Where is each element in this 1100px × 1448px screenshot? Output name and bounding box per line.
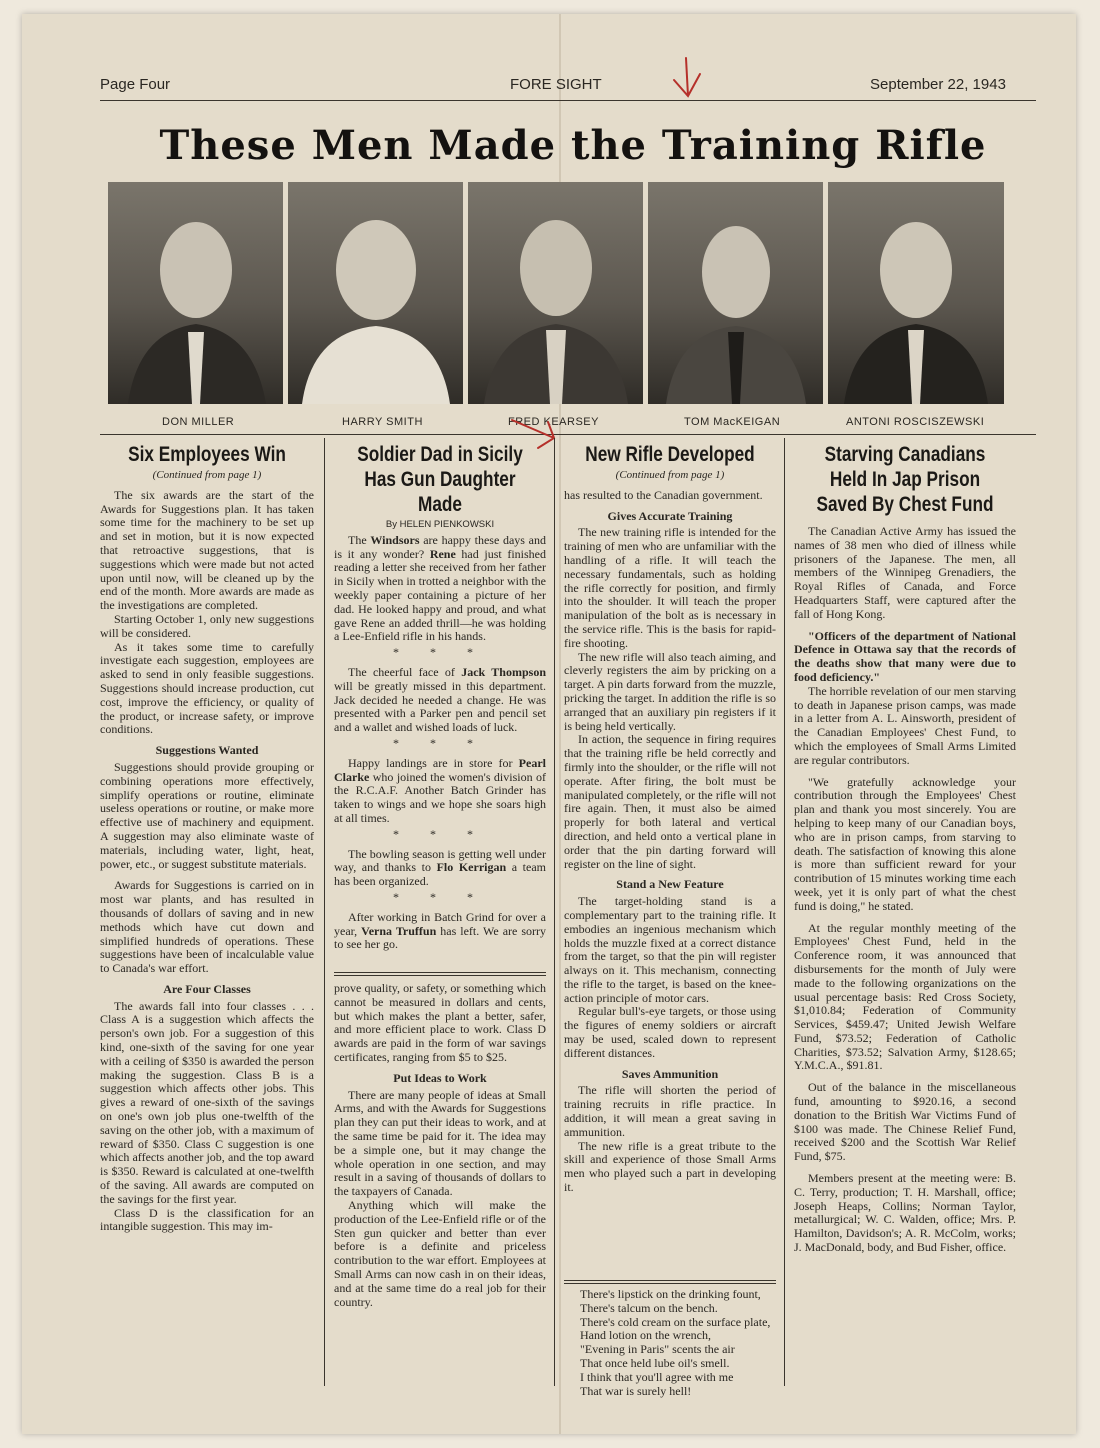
paragraph: After working in Batch Grind for over a year, Verna Truffun has left. We are sorry to see her go. (334, 909, 546, 952)
section-rule (100, 434, 1036, 435)
portrait-photo (648, 182, 823, 404)
separator-stars: * * * (393, 889, 487, 904)
double-rule (564, 1280, 776, 1284)
paragraph: Starting October 1, only new suggestions will be considered. (100, 611, 314, 640)
article-soldier-dad (334, 442, 546, 952)
portrait-photo (828, 182, 1004, 404)
subheading: Put Ideas to Work (393, 1070, 487, 1085)
paragraph: At the regular monthly meeting of the Employees' Chest Fund, held in the Conference room, it was announced that disbursements for the month of July were made to the following organizations on the usual percentage basis: Red Cross Society, $1,010.84; Federation of Community Services, $459.47; United Jewish Welfare Fund, $73.52; Federation of Catholic Charities, $73.52; Salvation Army, $128.65; Y.M.C.A., $91.81. (794, 920, 1016, 1073)
separator-stars: * * * (393, 735, 487, 750)
poem-line: I think that you'll agree with me (580, 1369, 734, 1384)
paragraph: Suggestions should provide grouping or combining operations more effectively, simplify operations or routine, eliminate useless operations or routine, or make more effective use of machinery and equipment. A suggestion may also eliminate waste of materials, including water, light, heat, power, etc., or suggest substitute materials. (100, 759, 314, 871)
paragraph: The new rifle is a great tribute to the skill and experience of those Small Arms men who played such a part in developing it. (564, 1138, 776, 1195)
paragraph: The cheerful face of Jack Thompson will be greatly missed in this department. Jack decided he needed a change. He was presented with a Parker pen and pencil set and a wallet and wished loads of luck. (334, 664, 546, 735)
photo-caption: FRED KEARSEY (508, 416, 599, 428)
page-label: Page Four (100, 76, 171, 93)
poem-line: There's talcum on the bench. (580, 1300, 718, 1315)
paragraph: There are many people of ideas at Small Arms, and with the Awards for Suggestions plan they can put their ideas to work, and at the same time be paid for it. The idea may be a simple one, but it may change the whole operation in one section, and may result in a saving of thousands of dollars to the taxpayers of Canada. (334, 1087, 546, 1199)
paragraph: The awards fall into four classes . . . Class A is a suggestion which affects the person's own job. For a suggestion of this kind, one-sixth of the saving for one year with a ceiling of $350 is awarded the person making the suggestion. Class B is a suggestion which affects other jobs. This gives a reward of one-sixth of the savings on one's own job plus one-twelfth of the saving on the other job, with a maximum of reward of $350. Class C suggestion is one which affects another job, and the top award is $350. Reward is calculated at one-twelfth of the saving. All awards are computed on the savings for the first year. (100, 998, 314, 1206)
poem-line: That once held lube oil's smell. (580, 1355, 730, 1370)
continued-note: (Continued from page 1) (615, 469, 725, 481)
paper-name: FORE SIGHT (510, 76, 602, 93)
paragraph: The new training rifle is intended for the training of men who are unfamiliar with the handling of a rifle. It will teach the necessary fundamentals, such as holding the rifle correctly for position, and firmly into the shoulder. It will teach the proper manipulation of the bolt as is necessary in the service rifle. This is the basis for rapid-fire shooting. (564, 525, 776, 650)
column-divider (784, 438, 785, 1386)
separator-stars: * * * (393, 826, 487, 841)
poem-line: "Evening in Paris" scents the air (580, 1342, 735, 1357)
subheading: Saves Ammunition (621, 1066, 719, 1081)
portrait-photo (288, 182, 463, 404)
subheading: Gives Accurate Training (607, 508, 733, 523)
paragraph: The new rifle will also teach aiming, and cleverly registers the aim by pricking on a target. A pin darts forward from the muzzle, pricking the target. In addition the rifle is so arranged that an auxiliary pin registers if it is being held vertically. (564, 649, 776, 733)
subheading: Stand a New Feature (616, 877, 724, 892)
photo-caption: DON MILLER (162, 416, 235, 428)
paragraph: has resulted to the Canadian government. (564, 487, 763, 502)
issue-date: September 22, 1943 (870, 76, 1006, 93)
poem-line: There's cold cream on the surface plate, (580, 1314, 771, 1329)
continued-note: (Continued from page 1) (152, 469, 262, 481)
separator-stars: * * * (393, 645, 487, 660)
article-title: Starving Canadians Held In Jap Prison Saved By Chest Fund (816, 443, 994, 516)
paragraph: The bowling season is getting well under way, and thanks to Flo Kerrigan a team has been organized. (334, 846, 546, 889)
paragraph: Happy landings are in store for Pearl Clarke who joined the women's division of the R.C.A.F. Another Batch Grinder has taken to wings and we hope she soars high at all times. (334, 755, 546, 825)
article-new-rifle (564, 442, 776, 1195)
double-rule (334, 972, 546, 976)
article-title: New Rifle Developed (585, 443, 755, 466)
poem-line: Hand lotion on the wrench, (580, 1328, 711, 1343)
subheading: Are Four Classes (163, 981, 251, 996)
paragraph: Regular bull's-eye targets, or those using the figures of enemy soldiers or aircraft may be used, scaled down to represent different distances. (564, 1004, 776, 1060)
paragraph: The six awards are the start of the Awards for Suggestions plan. It has taken some time for the machinery to be set up and set in motion, but it is now expected that retroactive suggestions, that is suggestions which were made but not acted upon until now, will be cleaned up by the end of the month. More awards are made as the investigations are completed. (100, 487, 314, 613)
paragraph: "Officers of the department of National Defence in Ottawa say that the records of the deaths show that many were due to food deficiency." (794, 628, 1016, 684)
paragraph: The Windsors are happy these days and is it any wonder? Rene had just finished reading a letter she received from her father in Sicily when in trotted a neighbor with the weekly paper containing a picture of her dad. He looked happy and proud, and what gave Rene an added thrill—he was holding a Lee-Enfield rifle in his hands. (334, 532, 547, 644)
article-six-employees (100, 442, 314, 1234)
paragraph: As it takes some time to carefully investigate each suggestion, employees are asked to send in only feasible suggestions. Suggestions should increase production, cut cost, improve the efficiency, or quality of the product, or increase safety, or improve conditions. (100, 639, 314, 737)
paragraph: Members present at the meeting were: B. C. Terry, production; T. H. Marshall, office; Joseph Heaps, Collins; Norman Taylor, metallurgical; W. C. Walden, office; Mrs. P. Hamilton, Davidson's; A. R. McColm, works; J. MacDonald, body, and Bud Fisher, office. (794, 1171, 1016, 1255)
portrait-photo (468, 182, 643, 404)
poem-line: There's lipstick on the drinking fount, (580, 1287, 761, 1301)
newspaper-page (22, 14, 1076, 1434)
article-title: Soldier Dad in Sicily Has Gun Daughter Made (357, 443, 523, 516)
photo-caption: HARRY SMITH (342, 416, 423, 428)
column-divider (324, 438, 325, 1386)
portrait-photo (108, 182, 283, 404)
subheading: Suggestions Wanted (155, 743, 259, 758)
column-divider (554, 438, 555, 1386)
poem-line: That war is surely hell! (580, 1383, 692, 1398)
byline: By HELEN PIENKOWSKI (385, 519, 495, 530)
photo-caption: ANTONI ROSCISZEWSKI (846, 416, 985, 428)
paragraph: Class D is the classification for an intangible suggestion. This may im- (100, 1205, 314, 1234)
headline: These Men Made the Training Rifle (159, 122, 987, 169)
paragraph: Awards for Suggestions is carried on in most war plants, and has resulted in thousands of dollars of saving and in new methods which have cut down and simplified hundreds of operations. These suggestions have been of incalculable value to Canada's war effort. (100, 878, 314, 976)
article-title: Six Employees Win (128, 443, 286, 466)
poem (566, 1288, 778, 1398)
paragraph: The horrible revelation of our men starving to death in Japanese prison camps, was made in a letter from A. L. Ainsworth, president of the Canadian Employees' Chest Fund, to which the employees of Small Arms Limited are regular contributors. (794, 683, 1016, 767)
paragraph: The target-holding stand is a complementary part to the training rifle. It embodies an ingenious mechanism which holds the muzzle fixed at a correct distance from the target, so that the pin will register always on it. This mechanism, connecting the rifle to the target, is based on the knee-action principle of motor cars. (564, 894, 776, 1005)
paragraph: In action, the sequence in firing requires that the training rifle be held correctly and firmly into the shoulder, or the rifle will not operate. After firing, the bolt must be manipulated completely, or the rifle will not fire again. Then, it must also be aimed properly for both lateral and vertical direction, and held onto a vertical plane in order that the pin darting forward will register on the line of sight. (564, 732, 776, 871)
paragraph: The Canadian Active Army has issued the names of 38 men who died of illness while prisoners of the Japanese. The men, all members of the Winnipeg Grenadiers, the Royal Rifles of Canada, and Force Headquarters Staff, were captured after the fall of Hong Kong. (794, 524, 1016, 621)
paragraph: "We gratefully acknowledge your contribution through the Employees' Chest plan and thank you most sincerely. You are helping to keep many of our Canadian boys, who are in prison camps, from starving to death. The satisfaction of knowing this alone is more than sufficient reward for your contribution of 15 minutes working time each week, yet it is only part of what the chest fund is doing," he stated. (794, 774, 1016, 913)
paragraph: Anything which will make the production of the Lee-Enfield rifle or of the Sten gun quicker and better than ever before is a definite and priceless contribution to the war effort. Employees at Small Arms can now cash in on their ideas, and at the same time do a real job for their country. (334, 1197, 546, 1309)
red-arrow-mark (666, 56, 706, 106)
article-six-employees-continued (334, 982, 546, 1309)
article-starving-canadians (794, 442, 1016, 1255)
photo-caption: TOM MacKEIGAN (684, 416, 781, 428)
header-rule (100, 100, 1036, 101)
paragraph: Out of the balance in the miscellaneous fund, amounting to $920.16, a second donation to the British War Victims Fund of $100 was made. The Chinese Relief Fund, received $200 and the Scottish War Relief Fund, $75. (794, 1080, 1016, 1164)
paragraph: prove quality, or safety, or something which cannot be measured in dollars and cents, but which makes the plant a better, safer, and more efficient place to work. Class D awards are paid in the form of war savings certificates, ranging from $5 to $25. (334, 981, 546, 1064)
paragraph: The rifle will shorten the period of training recruits in rifle practice. In addition, it will mean a great saving in ammunition. (564, 1083, 776, 1139)
